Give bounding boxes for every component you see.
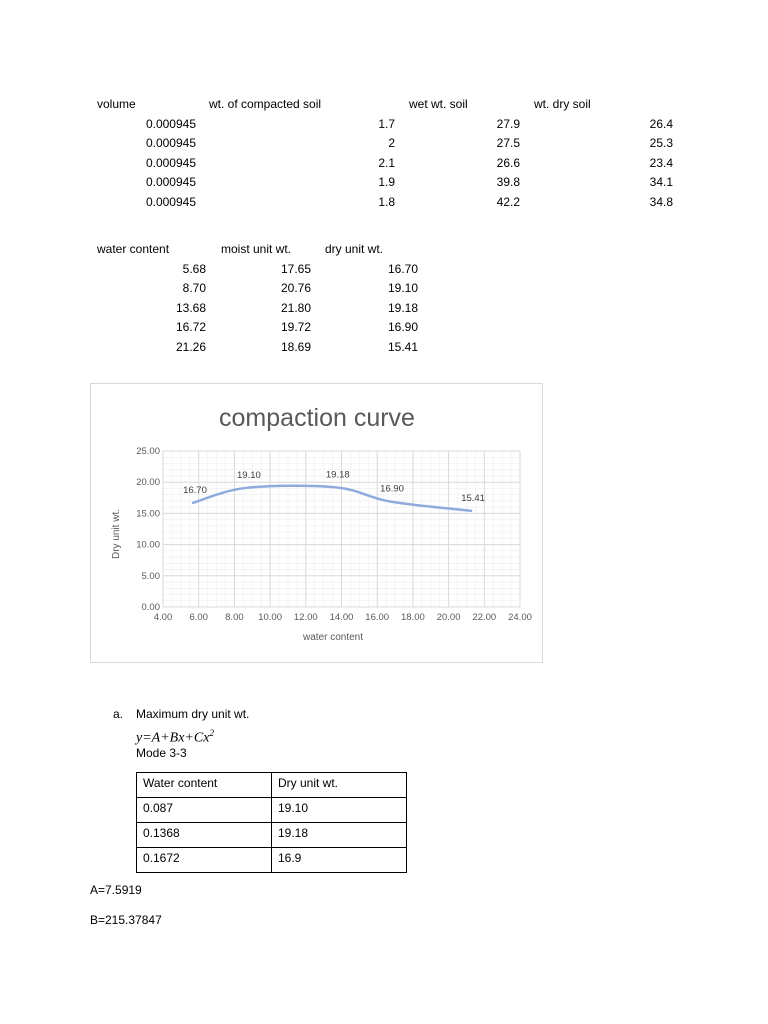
regression-formula (136, 726, 214, 746)
cell: 5.68 (182, 262, 206, 276)
cell: 26.4 (649, 117, 673, 131)
header-wet-wt: wet wt. soil (409, 97, 468, 111)
x-tick-label: 14.00 (329, 612, 354, 623)
cell: 16.70 (387, 262, 418, 276)
section-heading: Maximum dry unit wt. (136, 707, 250, 721)
y-tick-label: 10.00 (136, 539, 160, 551)
x-axis-label: water content (302, 632, 364, 643)
cell: 19.10 (272, 798, 407, 823)
x-tick-label: 18.00 (401, 612, 425, 623)
cell: 34.1 (649, 175, 673, 189)
cell: 0.000945 (145, 175, 196, 189)
cell: 19.10 (387, 281, 418, 295)
cell: 39.8 (496, 175, 520, 189)
result-a: A=7.5919 (90, 883, 142, 897)
x-tick-label: 24.00 (508, 612, 532, 623)
formula-exponent: 2 (209, 728, 214, 738)
cell: 19.72 (280, 320, 311, 334)
y-tick-label: 5.00 (141, 570, 160, 582)
cell: 20.76 (280, 281, 311, 295)
table-row (137, 773, 407, 798)
data-label: 15.41 (461, 492, 485, 504)
cell: 0.000945 (145, 156, 196, 170)
data-label: 16.90 (380, 483, 404, 495)
regression-table (136, 772, 407, 873)
cell: 25.3 (649, 136, 673, 150)
header-dry-wt: wt. dry soil (534, 97, 591, 111)
table-row (137, 798, 407, 823)
y-tick-label: 15.00 (136, 508, 160, 520)
header-dry-unit-wt: dry unit wt. (325, 242, 384, 256)
header-moist-unit-wt: moist unit wt. (221, 242, 292, 256)
x-tick-label: 10.00 (258, 612, 282, 623)
header-compacted-soil: wt. of compacted soil (209, 97, 322, 111)
x-tick-label: 22.00 (472, 612, 497, 623)
x-tick-label: 8.00 (225, 612, 244, 623)
cell: 42.2 (496, 195, 520, 209)
data-label: 19.10 (237, 469, 261, 481)
list-marker: a. (113, 707, 124, 721)
data-label: 16.70 (183, 484, 207, 496)
cell: 21.80 (280, 301, 311, 315)
cell: 17.65 (280, 262, 311, 276)
chart-title: compaction curve (219, 404, 415, 432)
cell: 1.9 (378, 175, 395, 189)
x-tick-label: 6.00 (189, 612, 208, 623)
cell: 16.72 (175, 320, 206, 334)
cell: 19.18 (387, 301, 418, 315)
cell: 18.69 (280, 340, 311, 354)
cell: 16.90 (387, 320, 418, 334)
x-tick-label: 4.00 (153, 612, 173, 623)
header-dry-unit-wt: Dry unit wt. (272, 773, 407, 798)
cell: 2.1 (378, 156, 395, 170)
cell: 0.000945 (145, 136, 196, 150)
cell: 0.1672 (137, 848, 272, 873)
y-axis-label: Dry unit wt. (111, 508, 122, 560)
cell: 21.26 (175, 340, 206, 354)
y-tick-label: 0.00 (141, 602, 160, 613)
cell: 1.7 (378, 117, 395, 131)
cell: 0.087 (137, 798, 272, 823)
y-tick-label: 20.00 (136, 477, 160, 489)
cell: 0.000945 (145, 117, 196, 131)
header-volume: volume (97, 97, 136, 111)
formula-text: y=A+Bx+Cx (136, 730, 210, 746)
table-row (137, 823, 407, 848)
cell: 13.68 (175, 301, 206, 315)
cell: 27.9 (496, 117, 520, 131)
x-tick-label: 16.00 (365, 612, 390, 623)
chart-svg (91, 384, 542, 662)
cell: 19.18 (272, 823, 407, 848)
cell: 0.1368 (137, 823, 272, 848)
cell: 0.000945 (145, 195, 196, 209)
cell: 26.6 (496, 156, 520, 170)
calculator-mode: Mode 3-3 (136, 746, 187, 760)
table-row (137, 848, 407, 873)
cell: 15.41 (387, 340, 418, 354)
cell: 34.8 (649, 195, 673, 209)
cell: 8.70 (182, 281, 206, 295)
cell: 27.5 (496, 136, 520, 150)
cell: 16.9 (272, 848, 407, 873)
y-tick-label: 25.00 (136, 446, 160, 457)
x-tick-label: 20.00 (436, 612, 461, 623)
x-tick-label: 12.00 (293, 612, 318, 623)
cell: 23.4 (649, 156, 673, 170)
data-label: 19.18 (325, 469, 350, 481)
cell: 1.8 (378, 195, 395, 209)
result-b: B=215.37847 (90, 913, 162, 927)
cell: 2 (388, 136, 395, 150)
header-water-content: water content (97, 242, 170, 256)
header-water-content: Water content (137, 773, 272, 798)
compaction-chart (90, 383, 543, 663)
